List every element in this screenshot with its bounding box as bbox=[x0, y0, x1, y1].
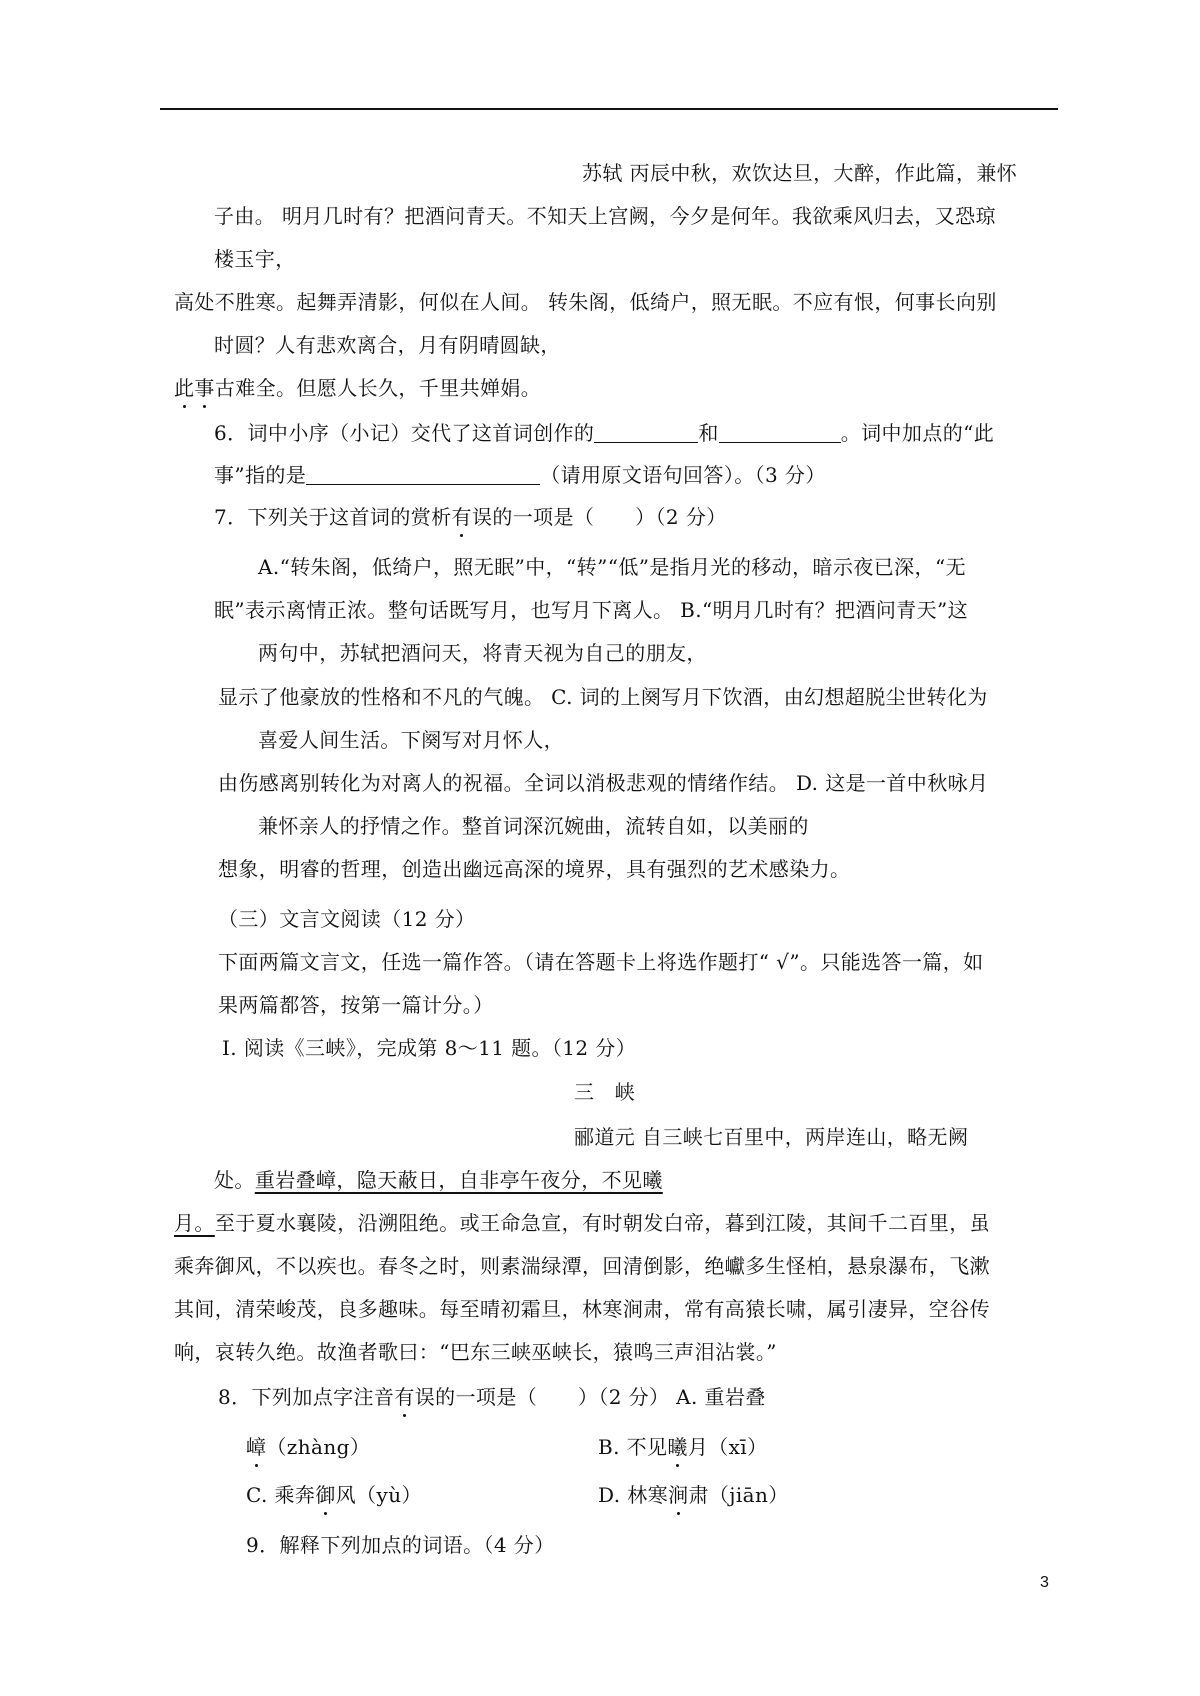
q8-option-d-rest: 肃（jiān） bbox=[688, 1483, 789, 1507]
q8-option-a bbox=[246, 1434, 370, 1460]
passage-line-2 bbox=[214, 1167, 663, 1193]
underlined-text: 月。 bbox=[174, 1211, 215, 1235]
q7-line-4: 显示了他豪放的性格和不凡的气魄。 C. 词的上阕写月下饮酒，由幻想超脱尘世转化为 bbox=[218, 685, 988, 709]
q7-line-1: A.“转朱阁，低绮户，照无眠”中，“转”“低”是指月光的移动，暗示夜已深，“无 bbox=[258, 555, 966, 579]
header-rule bbox=[160, 108, 1058, 110]
reading-subtitle: Ⅰ. 阅读《三峡》，完成第 8～11 题。（12 分） bbox=[222, 1036, 637, 1060]
q8-stem bbox=[218, 1384, 766, 1410]
passage-line-3-rest: 至于夏水襄陵，沿溯阻绝。或王命急宣，有时朝发白帝，暮到江陵，其间千二百里，虽 bbox=[214, 1211, 991, 1235]
section-instruction-1: 下面两篇文言文，任选一篇作答。（请在答题卡上将选作题打“ √”。只能选答一篇，如 bbox=[218, 950, 984, 974]
q8-stem-a: 8．下列加点字注音 bbox=[218, 1385, 395, 1409]
dotted-char: 有 bbox=[451, 505, 472, 529]
q8-option-d bbox=[598, 1482, 789, 1508]
q7-line-2: 眠”表示离情正浓。整句话既写月，也写月下离人。 B.“明月几时有？把酒问青天”这 bbox=[214, 598, 969, 622]
q8-option-b bbox=[598, 1434, 768, 1460]
passage-line-5: 其间，清荣峻茂，良多趣味。每至晴初霜旦，林寒涧肃，常有高猿长啸，属引凄异，空谷传 bbox=[174, 1297, 990, 1321]
poem-line-3: 楼玉宇， bbox=[214, 247, 296, 271]
q6-text-c: 。词中加点的“此 bbox=[840, 421, 995, 445]
q8-option-c-pre: C. 乘奔 bbox=[246, 1483, 316, 1507]
section-title: （三）文言文阅读（12 分） bbox=[218, 907, 476, 931]
poem-line-2: 子由。 明月几时有？把酒问青天。不知天上宫阙，今夕是何年。我欲乘风归去，又恐琼 bbox=[214, 204, 996, 228]
q7-line-5: 喜爱人间生活。下阕写对月怀人， bbox=[258, 728, 564, 752]
q7-line-8: 想象，明睿的哲理，创造出幽远高深的境界，具有强烈的艺术感染力。 bbox=[218, 857, 851, 881]
passage-line-2-plain: 处。 bbox=[214, 1168, 255, 1192]
q8-option-a-rest: （zhàng） bbox=[266, 1435, 371, 1459]
dotted-char: 有 bbox=[394, 1385, 415, 1409]
answer-blank-2[interactable] bbox=[719, 422, 841, 443]
answer-blank-1[interactable] bbox=[594, 422, 698, 443]
poem-line-6-rest: 古难全。但愿人长久，千里共婵娟。 bbox=[214, 376, 542, 400]
poem-line-5: 时圆？人有悲欢离合，月有阴晴圆缺， bbox=[214, 333, 561, 357]
poem-line-4: 高处不胜寒。起舞弄清影，何似在人间。 转朱阁，低绮户，照无眠。不应有恨，何事长向别 bbox=[174, 290, 997, 314]
dotted-char: 御 bbox=[315, 1483, 336, 1507]
page-number: 3 bbox=[1040, 1574, 1049, 1591]
answer-blank-3[interactable] bbox=[306, 464, 540, 485]
dotted-char: 事 bbox=[194, 376, 215, 400]
passage-line-4: 乘奔御风，不以疾也。春冬之时，则素湍绿潭，回清倒影，绝巘多生怪柏，悬泉瀑布，飞漱 bbox=[174, 1254, 990, 1278]
q6-text-b: 和 bbox=[698, 421, 719, 445]
q8-stem-b: 误的一项是（ ）（2 分） A. 重岩叠 bbox=[414, 1385, 766, 1409]
q8-option-c bbox=[246, 1482, 422, 1508]
q6-line-1 bbox=[214, 420, 994, 446]
q6-text-d: 事”指的是 bbox=[214, 463, 307, 487]
q6-line-2 bbox=[214, 462, 826, 488]
q8-option-c-rest: 风（yù） bbox=[335, 1483, 422, 1507]
passage-title: 三 峡 bbox=[574, 1080, 636, 1104]
q7-stem bbox=[214, 504, 727, 530]
q8-option-d-pre: D. 林寒 bbox=[598, 1483, 669, 1507]
q7-line-7: 兼怀亲人的抒情之作。整首词深沉婉曲，流转自如，以美丽的 bbox=[258, 814, 809, 838]
q7-stem-b: 误的一项是（ ）（2 分） bbox=[471, 505, 727, 529]
q7-line-6: 由伤感离别转化为对离人的祝福。全词以消极悲观的情绪作结。 D. 这是一首中秋咏月 bbox=[218, 771, 989, 795]
q6-text-a: 6．词中小序（小记）交代了这首词创作的 bbox=[214, 421, 595, 445]
q6-text-e: （请用原文语句回答）。（3 分） bbox=[540, 463, 826, 487]
dotted-char: 嶂 bbox=[246, 1435, 267, 1459]
poem-line-1: 苏轼 丙辰中秋，欢饮达旦，大醉，作此篇，兼怀 bbox=[582, 161, 1018, 185]
passage-line-6: 响，哀转久绝。故渔者歌曰：“巴东三峡巫峡长，猿鸣三声泪沾裳。” bbox=[174, 1340, 777, 1364]
section-instruction-2: 果两篇都答，按第一篇计分。） bbox=[218, 993, 494, 1017]
q7-line-3: 两句中，苏轼把酒问天，将青天视为自己的朋友， bbox=[258, 641, 707, 665]
poem-line-6 bbox=[174, 375, 541, 401]
q8-option-b-pre: B. 不见 bbox=[598, 1435, 668, 1459]
passage-line-1: 郦道元 自三峡七百里中，两岸连山，略无阙 bbox=[574, 1125, 969, 1149]
underlined-text: 重岩叠嶂，隐天蔽日，自非亭午夜分，不见曦 bbox=[254, 1168, 663, 1192]
dotted-char: 此 bbox=[174, 376, 195, 400]
dotted-char: 涧 bbox=[668, 1483, 689, 1507]
q9-stem: 9．解释下列加点的词语。（4 分） bbox=[246, 1533, 555, 1557]
dotted-char: 曦 bbox=[667, 1435, 688, 1459]
q7-stem-a: 7．下列关于这首词的赏析 bbox=[214, 505, 452, 529]
q8-option-b-rest: 月（xī） bbox=[687, 1435, 768, 1459]
passage-line-3 bbox=[174, 1210, 990, 1236]
